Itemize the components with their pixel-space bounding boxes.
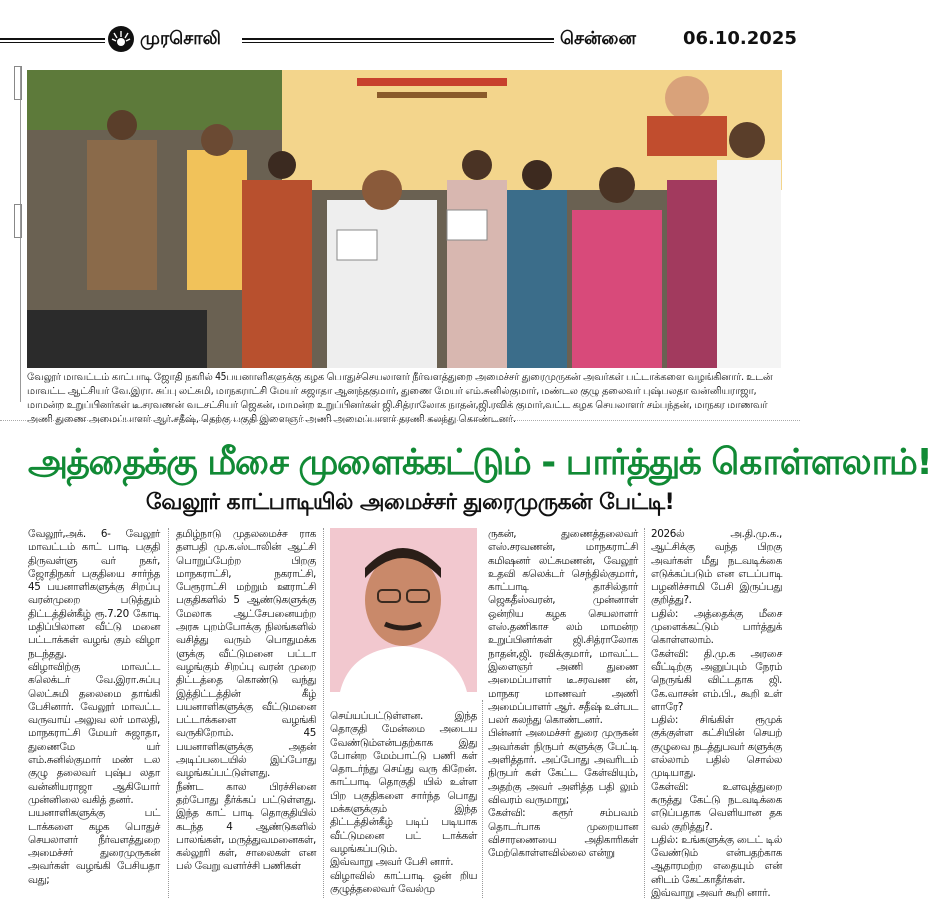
subheadline: வேலூர் காட்பாடியில் அமைச்சர் துரைமுருகன் பேட்டி! [145, 490, 675, 515]
article-column-1 [28, 528, 160, 887]
paragraph: விழாவிற்கு மாவட்ட கலெக்டர் வே.இரா.சுப்பு லெட்சுமி தலைமை தாங்கி பேசினார். வேலூர் மாவட்ட வருவாய் அலுவ லர் மாலதி, மாநகராட்சி மேயர் சுஜாதா, துணைமே யர் எம்.சுனில்குமார் மண் டல குழு தலைவர் புஷ்ப லதா வன்னியராஜா ஆகியோர் முன்னிலை வகித் தனர். [28, 660, 160, 806]
paragraph: இவ்வாறு அவர் கூறி னார். [651, 887, 771, 900]
paragraph: வேலூர்,அக். 6- வேலூர் மாவட்டம் காட் பாடி பகுதி திருவள்ளு வர் நகர், ஜோதிநகர் பகுதியை சார்ந்த 45 பயனாளிகளுக்கு சிறப்பு வரன்முறை படுத்தும் திட்டத்தின்கீழ் ரூ.7.20 கோடி மதிப்பிலான வீட்டு மனை பட்டாக்கள் வழங் கும் விழா நடந்தது. [28, 528, 160, 660]
column-divider [323, 528, 324, 898]
adjacent-column-edge [14, 66, 21, 402]
paragraph: கேள்வி: கரூர் சம்பவம் தொடர்பாக முறையான விசாரணையை அதிகாரிகள் மேற்கொள்ளவில்லை என்று [488, 807, 638, 860]
paragraph: பதில்: உங்களுக்கு டைட் டில் வேண்டும் என்பதற்காக ஆதாரமற்ற எதையும் என் னிடம் கேட்காதீர்கள். [651, 833, 782, 886]
paragraph: தமிழ்நாடு முதலமைச்ச ராக தளபதி மு.க.ஸ்டாலின் ஆட்சி பொறுப்பேற்ற பிறகு மாநகராட்சி, நகராட்சி, பேரூராட்சி மற்றும் ஊராட்சி பகுதிகளில் 5 ஆண்டுகளுக்கு மேலாக ஆட்சேபனையற்ற அரசு புறம்போக்கு நிலங்களில் வசித்து வரும் பொதுமக்க ளுக்கு வீட்டுமனை பட்டா வழங்கும் சிறப்பு வரன் முறை திட்டத்தை கொண்டு வந்து இத்திட்டத்தின் கீழ் பயனாளிகளுக்கு வீட்டுமனை பட்டாக்களை வழங்கி வருகிறோம். 45 பயனாளிகளுக்கு அதன் அடிப்படையில் இப்போது வழங்கப்பட்டுள்ளது. [176, 528, 316, 780]
masthead [0, 26, 800, 58]
column-divider [482, 700, 483, 898]
news-photo [27, 70, 781, 368]
column-divider [644, 528, 645, 898]
paragraph: கேள்வி: உளவுத்துறை கருத்து கேட்டு நடவடிக்கை எடுப்பதாக வெளியான தக வல் குறித்து?. [651, 780, 782, 833]
rising-sun-emblem-icon [108, 26, 134, 52]
paragraph: பின்னர் அமைச்சர் துரை முருகன் அவர்கள் நிருபர் களுக்கு பேட்டி அளித்தார். அப்போது அவரிடம் நிருபர் கள் கேட்ட கேள்வியும், அதற்கு அவர் அளித்த பதி லும் விவரம் வருமாறு; [488, 727, 638, 806]
paragraph: பதில்: அத்தைக்கு மீசை முளைக்கட்டும் பார்த்துக் கொள்ளலாம். [651, 607, 782, 647]
paragraph: நீண்ட கால பிரச்சினை தற்போது தீர்க்கப் பட்டுள்ளது. இந்த காட் பாடி தொகுதியில் கடந்த 4 ஆண்டுகளில் பாலங்கள், மருத்துவமனைகள், கல்லூரி கள், சாலைகள் என பல் வேறு வளர்ச்சி பணிகள் [176, 780, 316, 873]
edition-date: 06.10.2025 [683, 28, 797, 49]
paragraph: 2026ல் அ.தி.மு.க., ஆட்சிக்கு வந்த பிறகு அவர்கள் மீது நடவடிக்கை எடுக்கப்படும் என எடப்பாடி பழனிச்சாமி பேசி இருப்பது குறித்து?. [651, 528, 782, 607]
paragraph: இவ்வாறு அவர் பேசி னார். [330, 856, 454, 869]
photo-caption: வேலூர் மாவட்டம் காட்பாடி ஜோதி நகரில் 45பயனாளிகளுக்கு கழக பொதுச்செயலாளர் நீர்வளத்துறை அமைச்சர் துரைமுருகன் அவர்கள் பட்டாக்களை வழங்கினார். உடன் மாவட்ட ஆட்சியர் வே.இரா. சுப்பு லட்சுமி, மாநகராட்சி மேயர் சுஜாதா ஆனந்தகுமார், துணை மேயர் எம்.சுனில்குமார், மண்டல குழு தலைவர் புஷ்பலதா வன்னியராஜா, மாமன்ற உறுப்பினர்கள் டீ.சரவணன் வடசட்சியர் ஜெகன், மாமன்ற உறுப்பினர்கள் ஜி.சித்ராலோக நாதன்,ஜி.ரவிக் குமார்,வட்ட கழக செயலாளர் சம்பந்தன், மாநகர மாணவர் அணி துணை அமைப்பாளர் ஆர்.சதீஷ், தெற்கு பகுதி இளைஞர் அணி அமைப்பாளர் தரணி கலந்து கொண்டனர். [27, 372, 773, 425]
section-divider [0, 420, 800, 421]
article-column-4 [488, 528, 638, 860]
paragraph: பயனாளிகளுக்கு பட் டாக்களை கழக பொதுச் செயலாளர் நீர்வளத்துறை அமைச்சர் துரைமுருகன் அவர்கள் வழங்கி பேசியதா வது; [28, 807, 160, 886]
minister-portrait [330, 528, 477, 692]
edge-mark [14, 204, 22, 238]
article-column-2 [176, 528, 316, 874]
masthead-rule-middle [242, 38, 554, 43]
article-column-3 [330, 710, 477, 896]
masthead-rule-left [0, 38, 105, 43]
paragraph: ருகன், துணைத்தலைவர் எஸ்.சரவணன், மாநகராட்சி கமிஷனர் லட்சுமணன், வேலூர் உதவி கலெக்டர் செந்தில்குமார், காட்பாடி தாசில்தார் ஜெகதீஸ்வரன், முன்னாள் ஒன்றிய கழக செயலாளர் எஸ்.தணிகாச லம் மாமன்ற உறுப்பினர்கள் ஜி.சித்ராலோக நாதன்,ஜி. ரவிக்குமார், மாவட்ட இளைஞர் அணி துணை அமைப்பாளர் டீ.சரவண ன், மாநகர மாணவர் அணி அமைப்பாளர் ஆர். சதீஷ் உள்பட பலர் கலந்து கொண்டனர். [488, 528, 638, 727]
headline: அத்தைக்கு மீசை முளைக்கட்டும் - பார்த்துக் கொள்ளலாம்! [28, 442, 931, 483]
edge-mark [14, 66, 22, 100]
paragraph: செய்யப்பட்டுள்ளன. இந்த தொகுதி மேன்மை அடைய வேண்டும்என்பதற்காக இது போன்ற மேம்பாட்டு பணி கள் தொடர்ந்து செய்து வரு கிறேன். காட்பாடி தொகுதி யில் உள்ள பிற பகுதிகளை சார்ந்த பொது மக்களுக்கும் இந்த திட்டத்தின்கீழ் படிப் படியாக வீட்டுமனை பட் டாக்கள் வழங்கப்படும். [330, 710, 477, 855]
column-divider [168, 528, 169, 898]
edition-city: சென்னை [560, 28, 636, 49]
paragraph: பதில்: சிங்கிள் ரூமுக் குக்குள்ள கட்சியின் செயற் குழுவை நடத்துபவர் களுக்கு எல்லாம் பதில் சொல்ல முடியாது. [651, 714, 782, 780]
paragraph: கேள்வி: தி.மு.க அரசை வீட்டிற்கு அனுப்பும் நேரம் நெருங்கி விட்டதாக ஜி. கே.வாசன் எம்.பி., கூறி உள் ளாரே? [651, 647, 782, 713]
paragraph: விழாவில் காட்பாடி ஒன் றிய குழுத்தலைவர் வேல்மு [330, 869, 477, 895]
newspaper-name: முரசொலி [140, 28, 221, 49]
article-column-5 [651, 528, 782, 900]
